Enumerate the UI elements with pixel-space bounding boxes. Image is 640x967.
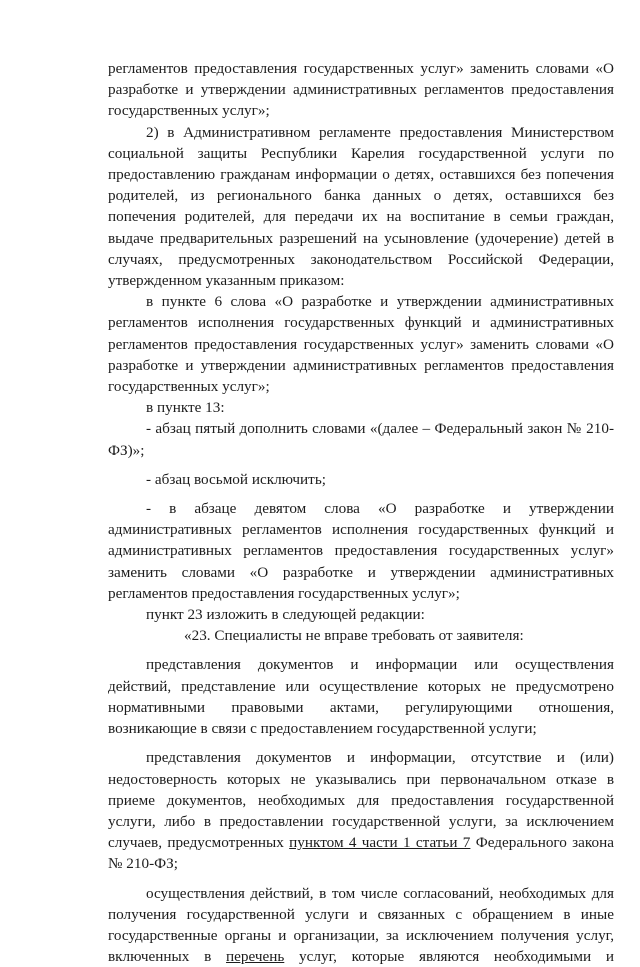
paragraph-point-23-intro: пункт 23 изложить в следующей редакции: bbox=[146, 606, 425, 624]
paragraph-item-2: 2) в Административном регламенте предоставления Министерством социальной защиты Республики Карелия государственной услуги по предоставлению гражданам информации о детях, оставшихся без попечения родителей, из регионального банка данных о детях, оставшихся без попечения родителей, для передачи их на воспитание в семьи граждан, выдаче предварительных разрешений на усыновление (удочерение) детей в случаях, предусмотренных законодательством Российской Федерации, утвержденном указанным приказом: bbox=[108, 123, 614, 290]
paragraph-requirement-2-tail: Федерального закона № 210-ФЗ; bbox=[108, 834, 614, 873]
paragraph-abzac-9: - в абзаце девятом слова «О разработке и утверждении административных регламентов исполнения государственных функций и административных регламентов предоставления государственных услуг» заменить словами «О разработке и утверждении административных регламентов предоставления государственных услуг»; bbox=[108, 500, 614, 602]
law-reference-link[interactable]: пунктом 4 части 1 статьи 7 bbox=[289, 834, 471, 852]
paragraph-requirement-3 bbox=[108, 883, 614, 967]
paragraph-requirement-2-text: представления документов и информации, отсутствие и (или) недостоверность которых не указывались при первоначальном отказе в приеме документов, необходимых для предоставления государственной услуги, либо в предоставлении государственной услуги, за исключением случаев, предусмотренных bbox=[108, 749, 614, 852]
paragraph-continuation: регламентов предоставления государственных услуг» заменить словами «О разработке и утверждении административных регламентов предоставления государственных услуг»; bbox=[108, 60, 614, 120]
paragraph-requirement-2 bbox=[108, 747, 614, 874]
paragraph-point-6: в пункте 6 слова «О разработке и утверждении административных регламентов исполнения государственных функций и административных регламентов предоставления государственных услуг» заменить словами «О разработке и утверждении административных регламентов предоставления государственных услуг»; bbox=[108, 293, 614, 396]
paragraph-requirement-3-text: осуществления действий, в том числе согласований, необходимых для получения государственной услуги и связанных с обращением в иные государственные органы и организации, за исключением получения услуг, включенных в bbox=[108, 884, 614, 966]
paragraph-point-23-heading: «23. Специалисты не вправе требовать от заявителя: bbox=[184, 627, 524, 645]
paragraph-point-13: в пункте 13: bbox=[146, 399, 225, 417]
document-body bbox=[108, 58, 614, 967]
paragraph-abzac-8: - абзац восьмой исключить; bbox=[146, 470, 326, 488]
paragraph-abzac-5: - абзац пятый дополнить словами «(далее – Федеральный закон № 210-ФЗ)»; bbox=[108, 420, 614, 459]
paragraph-requirement-3-tail: услуг, которые являются необходимыми и bbox=[284, 948, 615, 966]
paragraph-requirement-1: представления документов и информации или осуществления действий, представление или осуществление которых не предусмотрено нормативными правовыми актами, регулирующими отношения, возникающие в связи с предоставлением государственной услуги; bbox=[108, 656, 614, 738]
list-reference-link[interactable]: перечень bbox=[226, 948, 285, 966]
